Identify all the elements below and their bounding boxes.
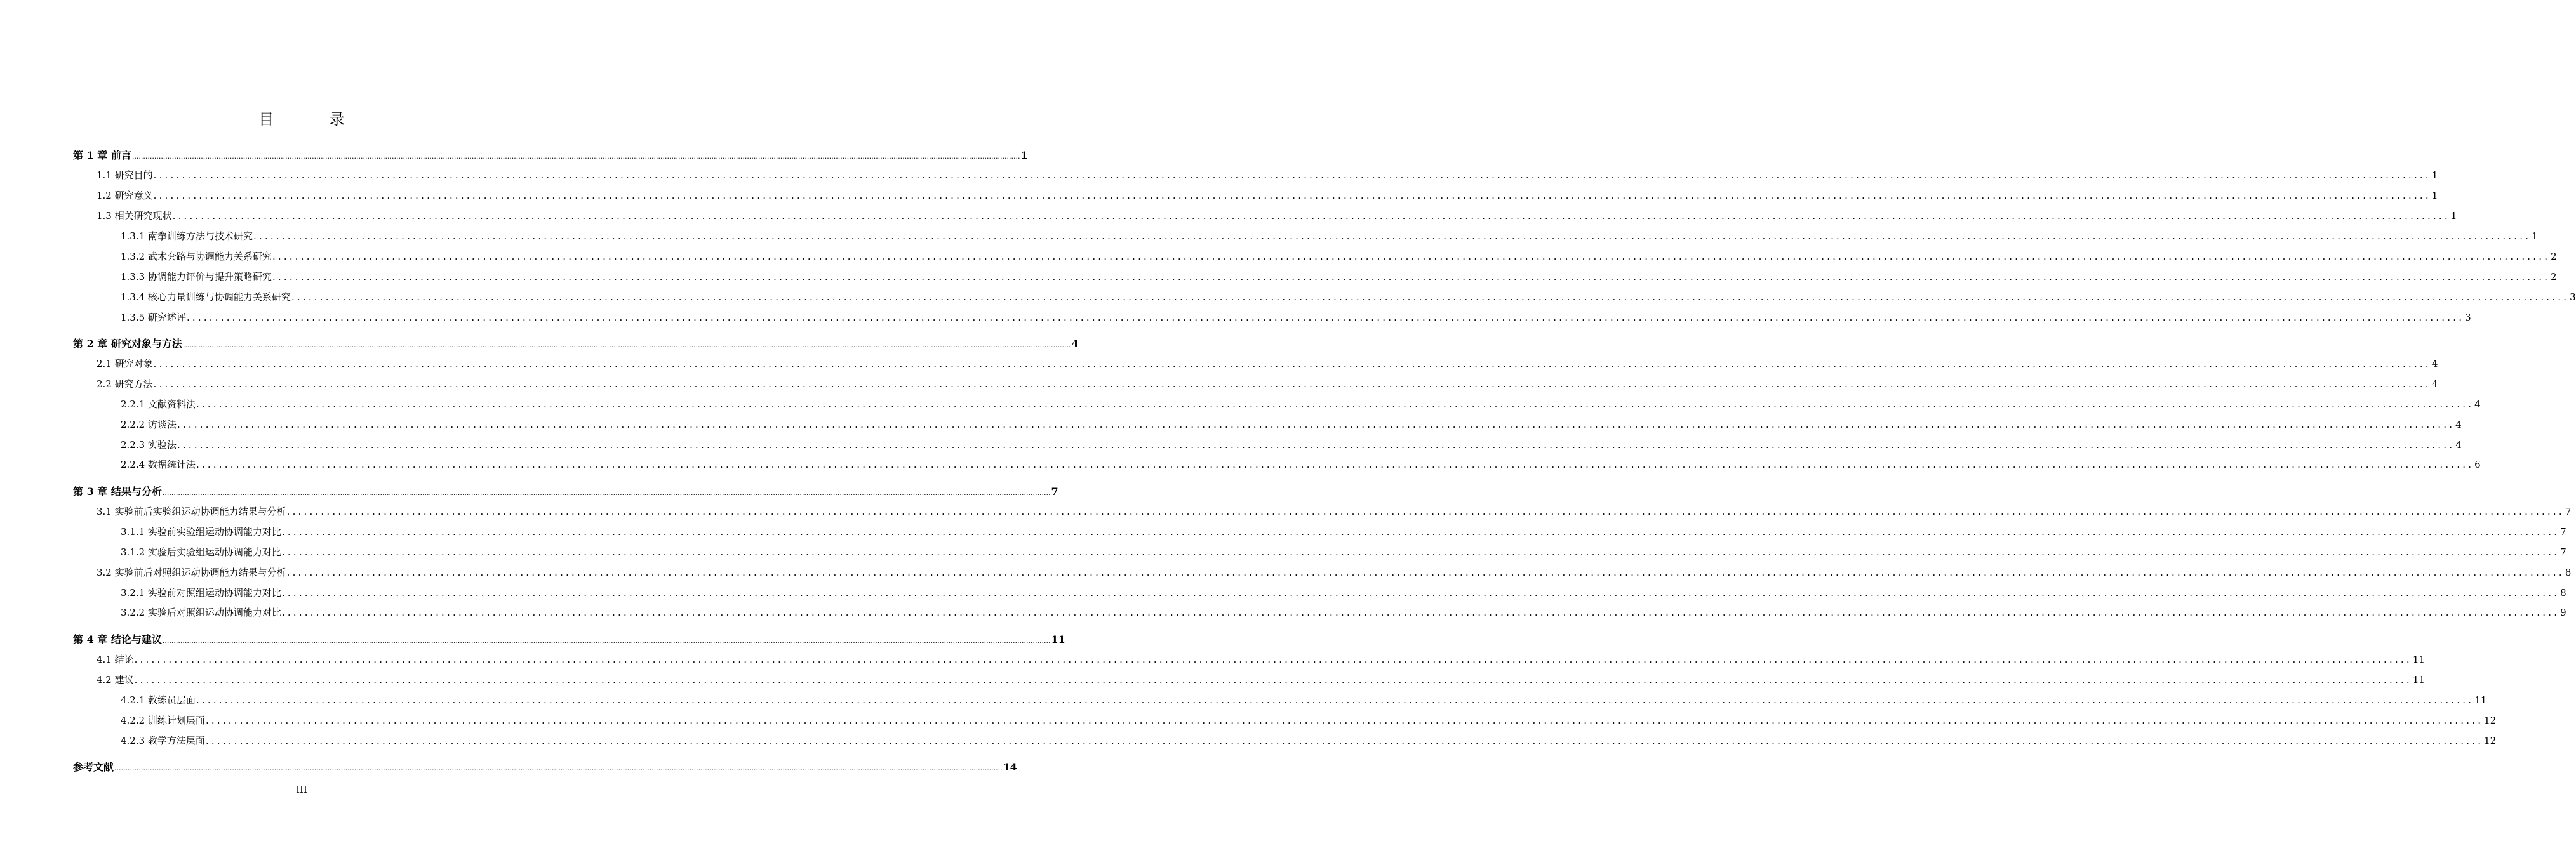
toc-leader-dots: ................................................................................................................................................................................................................................................................................................................................................................................................................ [153, 169, 2431, 181]
toc-entry-page: 3 [2465, 312, 2471, 323]
toc-entry[interactable] [121, 605, 2566, 619]
toc-entry-page: 4 [2474, 399, 2481, 410]
toc-entry-label: 2.2.1 文献资料法 [121, 399, 196, 410]
toc-entry[interactable] [73, 336, 1079, 350]
toc-entry-label: 第 3 章 结果与分析 [73, 486, 162, 498]
toc-leader-dots: ................................................................................................................................................................................................................................................................................................................................................................................................................ [286, 567, 2565, 578]
toc-entry-page: 11 [2412, 654, 2425, 665]
toc-entry[interactable] [121, 249, 2557, 263]
toc-entry[interactable] [121, 693, 2487, 706]
toc-entry-label: 4.1 结论 [97, 654, 134, 665]
toc-entry[interactable] [73, 147, 1028, 162]
toc-entry-page: 8 [2560, 587, 2566, 598]
toc-entry-label: 1.3 相关研究现状 [97, 210, 172, 222]
toc-leader-dots: ................................................................................................................................................................................................................................................................................................................................................................................................................ [177, 419, 2455, 430]
toc-leader-dots: ................................................................................................................................................................................................................................................................................................................................................................................................................ [134, 654, 2412, 665]
toc-entry-page: 4 [1071, 338, 1079, 350]
toc-leader-dots: ................................................................................................................................................................................................................................................................................................................................................................................................................ [291, 291, 2570, 303]
toc-leader-dots: ................................................................................................................................................................................................................................................................................................................................................................................................................ [172, 210, 2450, 222]
toc-entry[interactable] [121, 418, 2462, 431]
toc-leader-dots: ................................................................................................................................................................................................................................................................................................................................................................................................................ [272, 271, 2551, 282]
toc-leader-dots: ................................................................................................................................................................................................................................................................................................................................................................................................................ [153, 378, 2431, 390]
toc-entry-label: 1.3.2 武术套路与协调能力关系研究 [121, 251, 272, 262]
toc-entry[interactable] [97, 357, 2438, 370]
toc-entry-label: 第 2 章 研究对象与方法 [73, 338, 182, 350]
toc-leader-dots: ................................................................................................................................................................................................................................................................................................................................................................................................................ [281, 546, 2560, 558]
toc-entry[interactable] [121, 270, 2557, 283]
toc-entry-label: 第 4 章 结论与建议 [73, 633, 162, 645]
toc-entry[interactable] [97, 377, 2438, 390]
toc-entry[interactable] [73, 631, 1065, 646]
toc-entry-page: 14 [1003, 761, 1017, 773]
toc-entry-label: 3.2 实验前后对照组运动协调能力结果与分析 [97, 567, 286, 578]
toc-entry-label: 4.2 建议 [97, 674, 134, 685]
toc-entry[interactable] [97, 209, 2457, 222]
toc-entry-label: 1.3.1 南拳训练方法与技术研究 [121, 230, 253, 242]
toc-entry-label: 1.1 研究目的 [97, 169, 153, 181]
toc-entry[interactable] [121, 525, 2566, 538]
toc-entry-label: 2.2.4 数据统计法 [121, 459, 196, 470]
toc-entry-label: 1.3.3 协调能力评价与提升策略研究 [121, 271, 272, 282]
toc-entry-page: 3 [2570, 291, 2576, 303]
toc-leader-dots: ................................................................................................................................................................................................................................................................................................................................................................................................................ [205, 735, 2484, 746]
toc-leader-dots: ................................................................................................................................................................................................................................................................................................................................................................................................................ [196, 459, 2474, 470]
toc-leader-dots: ................................................................................................................................................................................................................................................................................................................................................................................................................ [272, 251, 2551, 262]
toc-entry[interactable] [97, 652, 2425, 666]
toc-leader-dots: ................................................................................................................................................................................................................................................................................................................................................................................................................ [162, 489, 1051, 497]
toc-entry-label: 参考文献 [73, 761, 114, 773]
toc-entry[interactable] [121, 545, 2566, 559]
toc-entry-label: 2.2.3 实验法 [121, 439, 177, 451]
toc-entry-page: 1 [2431, 190, 2438, 201]
toc-leader-dots: ................................................................................................................................................................................................................................................................................................................................................................................................................ [162, 637, 1051, 645]
toc-entry-page: 1 [1020, 149, 1028, 161]
page-number: III [296, 784, 307, 795]
toc-entry-page: 2 [2551, 251, 2557, 262]
toc-entry-page: 11 [1051, 633, 1065, 645]
toc-leader-dots: ................................................................................................................................................................................................................................................................................................................................................................................................................ [196, 399, 2474, 410]
toc-leader-dots: ................................................................................................................................................................................................................................................................................................................................................................................................................ [114, 764, 1003, 772]
toc-leader-dots: ................................................................................................................................................................................................................................................................................................................................................................................................................ [281, 526, 2560, 538]
toc-entry-label: 3.2.2 实验后对照组运动协调能力对比 [121, 607, 281, 618]
toc-entry-page: 4 [2431, 378, 2438, 390]
toc-entry-page: 1 [2532, 230, 2538, 242]
toc-entry-label: 第 1 章 前言 [73, 149, 131, 161]
toc-entry-page: 4 [2455, 419, 2462, 430]
toc-leader-dots: ................................................................................................................................................................................................................................................................................................................................................................................................................ [281, 607, 2560, 618]
page-title: 目 录 [258, 110, 370, 128]
toc-entry-page: 6 [2474, 459, 2481, 470]
toc-leader-dots: ................................................................................................................................................................................................................................................................................................................................................................................................................ [153, 190, 2431, 201]
toc-entry-label: 4.2.2 训练计划层面 [121, 715, 205, 726]
toc-entry-page: 8 [2565, 567, 2572, 578]
toc-entry-page: 7 [2560, 526, 2566, 538]
toc-entry-page: 1 [2450, 210, 2457, 222]
toc-entry-page: 2 [2551, 271, 2557, 282]
toc-entry-page: 7 [1051, 486, 1058, 498]
toc-entry-label: 4.2.3 教学方法层面 [121, 735, 205, 746]
toc-leader-dots: ................................................................................................................................................................................................................................................................................................................................................................................................................ [205, 715, 2484, 726]
toc-entry-page: 1 [2431, 169, 2438, 181]
toc-leader-dots: ................................................................................................................................................................................................................................................................................................................................................................................................................ [186, 312, 2465, 323]
toc-leader-dots: ................................................................................................................................................................................................................................................................................................................................................................................................................ [177, 439, 2455, 451]
toc-leader-dots: ................................................................................................................................................................................................................................................................................................................................................................................................................ [196, 694, 2474, 706]
toc-entry-label: 1.3.4 核心力量训练与协调能力关系研究 [121, 291, 291, 303]
toc-entry-page: 12 [2484, 735, 2497, 746]
toc-leader-dots: ................................................................................................................................................................................................................................................................................................................................................................................................................ [182, 341, 1071, 349]
toc-leader-dots: ................................................................................................................................................................................................................................................................................................................................................................................................................ [153, 358, 2431, 369]
toc-entry[interactable] [97, 188, 2438, 202]
toc-entry[interactable] [121, 438, 2462, 451]
toc-entry[interactable] [97, 168, 2438, 182]
toc-entry-label: 2.2.2 访谈法 [121, 419, 177, 430]
toc-entry-page: 11 [2412, 674, 2425, 685]
toc-leader-dots: ................................................................................................................................................................................................................................................................................................................................................................................................................ [286, 506, 2565, 517]
toc-entry-page: 12 [2484, 715, 2497, 726]
toc-leader-dots: ................................................................................................................................................................................................................................................................................................................................................................................................................ [281, 587, 2560, 598]
toc-entry-page: 11 [2474, 694, 2487, 706]
toc-entry-label: 3.1.1 实验前实验组运动协调能力对比 [121, 526, 281, 538]
toc-entry-label: 2.1 研究对象 [97, 358, 153, 369]
toc-entry-label: 1.3.5 研究述评 [121, 312, 186, 323]
toc-entry[interactable] [73, 759, 1017, 774]
toc-entry[interactable] [97, 505, 2572, 518]
toc-entry-page: 7 [2560, 546, 2566, 558]
toc-entry-label: 4.2.1 教练员层面 [121, 694, 196, 706]
toc-entry-label: 2.2 研究方法 [97, 378, 153, 390]
toc-leader-dots: ................................................................................................................................................................................................................................................................................................................................................................................................................ [134, 674, 2412, 685]
toc-entry[interactable] [121, 310, 2471, 324]
toc-entry[interactable] [121, 586, 2566, 599]
toc-entry-label: 3.1.2 实验后实验组运动协调能力对比 [121, 546, 281, 558]
toc-entry-page: 4 [2431, 358, 2438, 369]
toc-entry[interactable] [121, 713, 2497, 727]
toc-entry-label: 1.2 研究意义 [97, 190, 153, 201]
toc-entry-page: 9 [2560, 607, 2566, 618]
toc-entry[interactable] [121, 458, 2481, 471]
toc-entry-label: 3.1 实验前后实验组运动协调能力结果与分析 [97, 506, 286, 517]
toc-entry[interactable] [97, 565, 2572, 579]
toc-leader-dots: ................................................................................................................................................................................................................................................................................................................................................................................................................ [131, 152, 1020, 161]
toc-entry[interactable] [97, 673, 2425, 686]
toc-entry[interactable] [121, 734, 2497, 747]
toc-entry-page: 7 [2565, 506, 2572, 517]
toc-leader-dots: ................................................................................................................................................................................................................................................................................................................................................................................................................ [253, 230, 2532, 242]
toc-entry[interactable] [73, 484, 1058, 498]
toc-entry-label: 3.2.1 实验前对照组运动协调能力对比 [121, 587, 281, 598]
toc-entry[interactable] [121, 397, 2481, 411]
toc-entry[interactable] [121, 229, 2538, 242]
toc-entry[interactable] [121, 290, 2576, 303]
toc-entry-page: 4 [2455, 439, 2462, 451]
